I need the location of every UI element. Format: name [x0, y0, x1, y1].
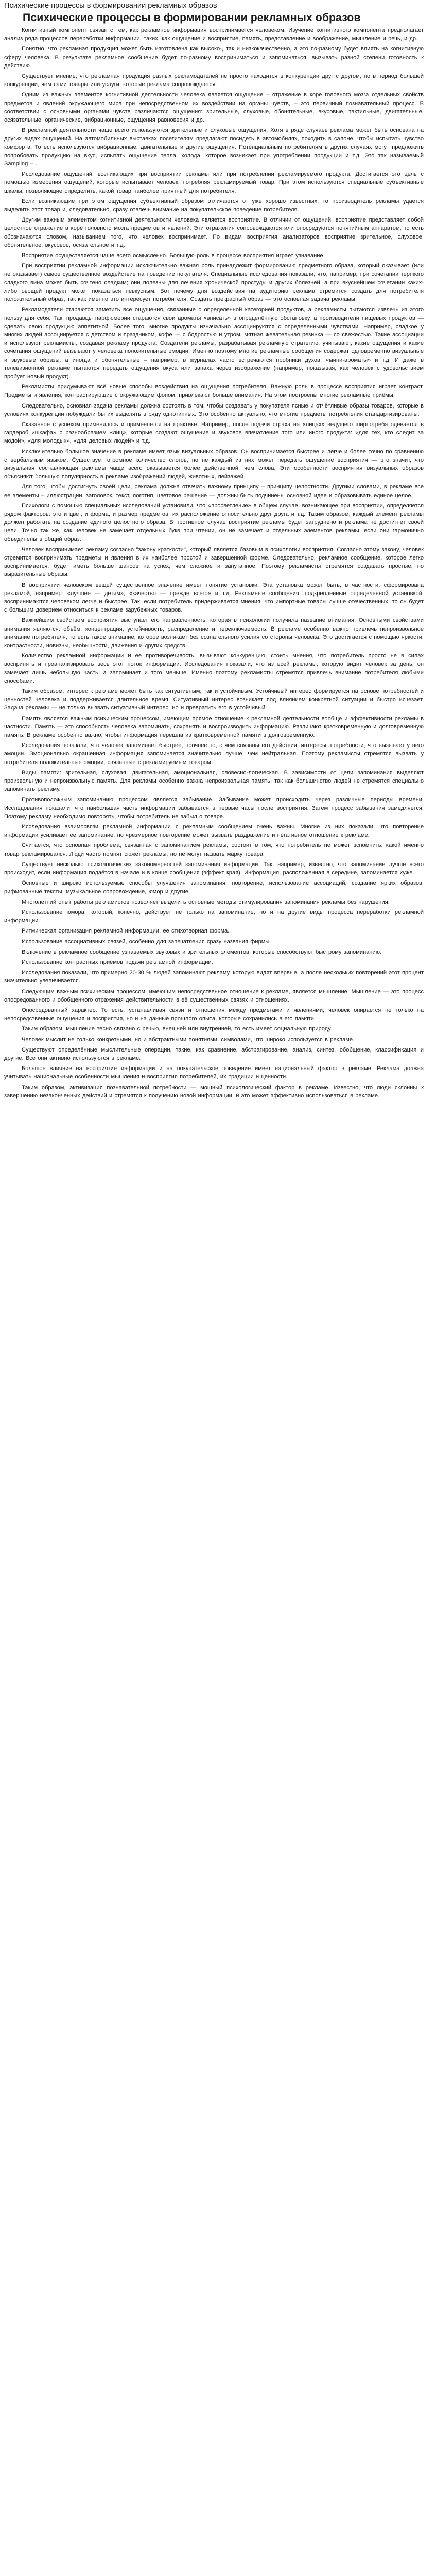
paragraph: Сказанное с успехом применялось и применяется на практике. Например, после подачи страха на «лицах» ведущего ширпотреба одевается в гардероб «шкафа» с разнообразием «лиц», которые создают ощущение и звуковое впечатление того или иного продукта: «для тех, кто следит за модой», «для молодых», «для деловых людей» и т.д.: [4, 421, 424, 445]
paragraph: Исследование ощущений, возникающих при восприятии рекламы или при потреблении рекламируемого продукта. Достигается это цель с помощью измерения ощущений, которые испытывает человек, потребляя рекламируемый товар. При этом используются специальные субъективные шкалы, позволяющие определить, какой товар наиболее приятный для потребителя.: [4, 171, 424, 194]
paragraph: Использование юмора, который, конечно, действует не только на запоминание, но и на другие виды процесса переработки рекламной информации.: [4, 909, 424, 924]
paragraph: Таким образом, активизация познавательной потребности — мощный психологический фактор в рекламе. Известно, что люди склонны к завершению незаконченных действий и стремятся к получению новой информации, и это может эффективно использоваться в рекламе.: [4, 1084, 424, 1099]
paragraph: Существует несколько психологических закономерностей запоминания информации. Так, например, известно, что запоминание лучше всего происходит, если информация подаётся в начале и в конце сообщения (эффект края). Информация, расположенная в середине, запоминается хуже.: [4, 861, 424, 876]
paragraph: Многолетний опыт работы рекламистов позволяет выделить основные методы стимулирования запоминания рекламы без нарушения:: [22, 899, 390, 905]
paragraph: Количество рекламной информации и ее противоречивость, вызывают конкуренцию, стоить мнения, что потребитель просто не в силах воспринять и проанализировать весь этот поток информации. Исследования показали, что из всей рекламы, которую видит человек за день, он замечает лишь небольшую часть, а запоминает и того меньше. Именно поэтому рекламисты стремятся привлечь внимание потребителя любыми способами.: [4, 653, 424, 684]
paragraph: Таким образом, интерес к рекламе может быть как ситуативным, так и устойчивым. Устойчивый интерес формируется на основе потребностей и ценностей человека и поддерживается длительное время. Ситуативный интерес возникает под влиянием конкретной ситуации и быстро исчезает. Задача рекламы — не только вызвать ситуативный интерес, но и превратить его в устойчивый.: [4, 688, 424, 711]
paragraph: Когнитивный компонент связан с тем, как рекламное информация воспринимается человеком. Изучение когнитивного компонента предполагает анализ ряда процессов переработки информации, таких, как ощущение и восприятие, память, представление и воображение, мышление и речь, и др.: [4, 27, 424, 42]
paragraph: При восприятии рекламной информации исключительно важная роль принадлежит формированию предметного образа, который оказывает (или не оказывает) самое существенное воздействие на поведение покупателя. Специальные исследования показали, что, например, при сочетании терпкого сладкого вина может быть сочтено сладким; они полезны для лечения хронической простуды и других болезней, а при вкуснейшем сочетании каких-либо овощей продукт может показаться невкусным. Вот почему для воздействия на аудиторию реклама стремится создать для потребителя положительный образ, так как именно это интересует потребителя. Создать прекрасный образ — это основная задача рекламы.: [4, 263, 424, 303]
document-page: [0, 0, 428, 1103]
article-heading: Психические процессы в формировании рекламных образов: [23, 12, 361, 24]
paragraph: Существует мнение, что рекламная продукция разных рекламодателей не просто находится в конкуренции друг с другом, но в период большей конкуренции, чем сами товары или услуги, которые реклама сопровождается.: [4, 73, 424, 88]
paragraph: Опосредованный характер. То есть, устанавливая связи и отношения между предметами и явлениями, человек опирается не только на непосредственные ощущения и восприятия, но и на данные прошлого опыта, которые сохранились в его памяти.: [4, 1007, 424, 1022]
paragraph: Если возникающие при этом ощущения субъективный образом отличаются от уже хорошо известных, то производитель рекламы удается выделить этот товар и, следовательно, сразу отвлечь внимание на покупательское поведение потребителя.: [4, 198, 424, 213]
paragraph: Исключительно большое значение в рекламе имеет язык визуальных образов. Он воспринимается быстрее и легче и более точно по сравнению с вербальным языком. Существует огромное количество слогов, но не каждый из них может передать ощущение восприятия — это значит, что визуальная составляющая рекламы чаще всего оказывается более действенной, чем слова. Эти особенности восприятия визуальных образов объясняют большую популярность в рекламе изображений людей, животных, пейзажей.: [4, 448, 424, 480]
paragraph: Противоположным запоминанию процессом является забывание. Забывание может происходить через различные периоды времени. Исследования показали, что наибольшая часть информации забывается в первые часы после восприятия. Затем процесс забывания замедляется. Поэтому рекламу необходимо повторять, чтобы потребитель не забыл о товаре.: [4, 796, 424, 820]
paragraph: Рекламисты придумывают всё новые способы воздействия на ощущения потребителя. Важную роль в процессе восприятия играет контраст. Предметы и явления, контрастирующие с окружающим фоном, привлекают больше внимания. На этом построены многие рекламные приёмы.: [4, 384, 424, 399]
paragraph: Исследования показали, что человек запоминает быстрее, прочнее то, с чем связаны его действия, интересы, потребности, что вызывает у него эмоции. Эмоционально окрашенная информация запоминается значительно лучше, чем нейтральная. Поэтому рекламисты стремятся вызвать у потребителя положительные эмоции, связанные с рекламируемым товаром.: [4, 742, 424, 766]
paragraph: Восприятие осуществляется чаще всего осмысленно. Большую роль в процессе восприятия играет узнавание.: [22, 252, 325, 259]
paragraph: Следовательно, основная задача рекламы должна состоять в том, чтобы создавать у покупателя ясные и отчётливые образы товаров, которые в условиях конкуренции побуждали бы их выделять в ряду однотипных. Это особенно актуально, что многие предметы потребления стандартизированы.: [4, 402, 424, 417]
paragraph: Следующим важным психическим процессом, имеющим непосредственное отношение к рекламе, является мышление. Мышление — это процесс опосредованного и обобщенного отражения действительности в её существенных связях и отношениях.: [4, 988, 424, 1003]
paragraph: Таким образом, мышление тесно связано с речью, внешней или внутренней, то есть имеет социальную природу.: [22, 1026, 332, 1032]
paragraph: Считается, что основная проблема, связанная с запоминанием рекламы, состоит в том, что потребитель не может вспомнить, какой именно товар рекламировался. Люди часто помнят сюжет рекламы, но не могут назвать марку товара.: [4, 842, 424, 857]
paragraph: Для того, чтобы достигнуть своей цели, реклама должна отвечать важному принципу – принципу целостности. Другими словами, в рекламе все ее элементы – иллюстрации, заголовок, текст, логотип, цветовое решение — должны быть подчинены основной идее и образовывать единое целое.: [4, 484, 424, 499]
paragraph: Существуют определённые мыслительные операции, такие, как сравнение, абстрагирование, анализ, синтез, обобщение, классификация и другие. Все они активно используются в рекламе.: [4, 1046, 424, 1061]
paragraph: Другим важным элементом когнитивной деятельности человека является восприятие. В отличии от ощущений, восприятие представляет собой целостное отражение в коре головного мозга предметов и явлений. Эти отражения сопровождаются или опосредуются понятийным аппаратом, то есть обозначаются словом, называнием того, что человек воспринимает. По видам восприятия анализаторов восприятие зрительное, слуховое, обонятельное, вкусовое, осязательное и т.д.: [4, 217, 424, 248]
paragraph: Понятно, что рекламная продукция может быть изготовлена как высоко-, так и низкокачественно, а это по-разному будет влиять на когнитивную сферу человека. В результате рекламное сообщение будет по-разному восприниматься и запоминаться, вызывать разной степени готовность к действию.: [4, 46, 424, 69]
paragraph: Основные и широко используемые способы улучшения запоминания: повторение, использование ассоциаций, создание ярких образов, рифмованные тексты, музыкальное сопровождение, юмор и другие.: [4, 880, 424, 895]
paragraph: Виды памяти: зрительная, слуховая, двигательная, эмоциональная, словесно-логическая. В зависимости от цели запоминания выделяют произвольную и непроизвольную память. Для рекламы особенно важна непроизвольная память, так как большинство людей не стремятся специально запоминать рекламу.: [4, 769, 424, 793]
paragraph: Важнейшим свойством восприятия выступает его направленность, которая в психологии получила название внимания. Основными свойствами внимания являются: объём, концентрация, устойчивость, распределение и переключаемость. В рекламе особенно важно привлечь непроизвольное внимание потребителя, то есть такое внимание, которое возникает без сознательного усилия со стороны человека. Это достигается с помощью яркости, контрастности, новизны, необычности, движения и других средств.: [4, 617, 424, 649]
paragraph: Человек воспринимает рекламу согласно "закону краткости", который является базовым в психологии восприятия. Согласно этому закону, человек стремится воспринимать предметы и явления в их наиболее простой и завершенной форме. Следовательно, рекламное сообщение, которое легко воспринимается, будет иметь больше шансов на успех, чем сложное и запутанное. Поэтому рекламисты стремятся создавать простые, но выразительные образы.: [4, 546, 424, 578]
paragraph: Память является важным психическим процессом, имеющим прямое отношение к рекламной деятельности вообще и эффективности рекламы в частности. Память — это способность человека запоминать, сохранять и воспроизводить информацию. Различают кратковременную и долговременную память. В рекламе особенно важно, чтобы информация перешла из кратковременной памяти в долговременную.: [4, 715, 424, 739]
paragraph: Использование ассоциативных связей, особенно для запечатления сразу названия фирмы.: [22, 938, 271, 945]
paragraph: Исследования показали, что примерно 20-30 % людей запоминают рекламу, которую видят впервые, а после нескольких повторений этот процент значительно увеличивается.: [4, 970, 424, 985]
paragraph: Использование контрастных приёмов подачи рекламной информации.: [22, 959, 213, 965]
article-body: [4, 26, 424, 1100]
paragraph: Большое влияние на восприятие информации и на покупательское поведение имеет национальный фактор в рекламе. Реклама должна учитывать национальные особенности мышления и восприятия потребителей, их традиции и ценности.: [4, 1065, 424, 1080]
paragraph: Ритмическая организация рекламной информации, ее стихотворная форма.: [22, 928, 230, 935]
paragraph: Включение в рекламное сообщение узнаваемых звуковых и зрительных элементов, которые способствуют быстрому запоминанию.: [22, 948, 382, 955]
paragraph: Рекламодатели стараются заметить все ощущения, связанные с определенной категорией продуктов, а рекламисты пытаются извлечь из этого пользу для себя. Так, продавцы парфюмерии стараются свои ароматы «вписать» в определённую обстановку, а производители пищевых продуктов — сделать свою продукцию аппетитной. Более того, многие продукты изначально ассоциируются с определенными чувствами. Например, сладкое у многих людей ассоциируется с детством и праздником, кофе — с бодростью и утром, мятная жевательная резинка — со свежестью. Такие ассоциации и используют рекламисты, создавая рекламу продукта. Создатели рекламы, разрабатывая рекламную стратегию, учитывают, какие ощущения и какие сочетания ощущений вызывают у человека положительные эмоции. Именно поэтому многие рекламные сообщения содержат одновременно визуальные и звуковые образы, а иногда и обонятельные – например, в журналах часто встречаются пробники духов, «мини-ароматы» и т.д. И даже в телевизионной рекламе пытаются передать ощущения вкуса или запаха через изображение (например, показывая, как человек с удовольствием пробует новый продукт).: [4, 307, 424, 380]
paragraph: В рекламной деятельности чаще всего используются зрительные и слуховые ощущения. Хотя в ряде случаев реклама может быть основана на других видах ощущений. На автомобильных выставках посетителям предлагают посидеть в автомобилях, походить в салоне, чтобы испытать чувство комфорта. То есть используются вибрационные, двигательные и другие ощущения. Потенциальным потребителям в других случаях могут предложить попробовать продукцию на вкус, испытать ощущение тепла, холода, которое возникает при употреблении продукции и т.д. Это так называемый Sampling – .: [4, 127, 424, 167]
paragraph: В восприятии человеком вещей существенное значение имеет понятие установки. Эта установка может быть, в частности, сформирована рекламой, например: «лучшее — детям», «качество — прежде всего» и т.д. Рекламные сообщения, подкрепленные определенной установкой, воспринимаются человеком легче и быстрее. Так, если потребитель придерживается мнения, что импортные товары лучше отечественных, то он будет с большим доверием относиться к рекламе зарубежных товаров.: [4, 582, 424, 614]
paragraph: Исследования взаимосвязи рекламной информации с рекламным сообщением очень важны. Многие из них показали, что повторение информации усиливает ее запоминание, но чрезмерное повторение может вызвать раздражение и негативное отношение к рекламе.: [4, 824, 424, 839]
paragraph: Одним из важных элементов когнитивной деятельности человека является ощущение – отражение в коре головного мозга отдельных свойств предметов и явлений окружающего мира при непосредственном их воздействии на органы чувств, – это первичный познавательный процесс. В соответствии с основными органами чувств различаются ощущения: зрительные, слуховые, обонятельные, вкусовые, тактильные, двигательные, осязательные, органические, вибрационные, ощущения равновесия и др.: [4, 92, 424, 124]
paragraph: Человек мыслит не только конкретными, но и абстрактными понятиями, символами, что широко используется в рекламе.: [22, 1036, 355, 1043]
document-title: Психические процессы в формировании рекламных образов: [4, 2, 217, 10]
paragraph: Психологи с помощью специальных исследований установили, что «просветление» в общем случае, возникающее при восприятии, определяется рядом факторов: это и цвет, и форма, и размер предметов, их расположение относительно друг друга и т.д. Таким образом, каждый элемент рекламы должен работать на создание единого целостного образа. В противном случае восприятие рекламы будет затруднено и реклама не достигнет своей цели. Точно так же, как человек не замечает отдельных букв при чтении, он не замечает и отдельных элементов рекламы, если они гармонично объединены в общий образ.: [4, 502, 424, 543]
